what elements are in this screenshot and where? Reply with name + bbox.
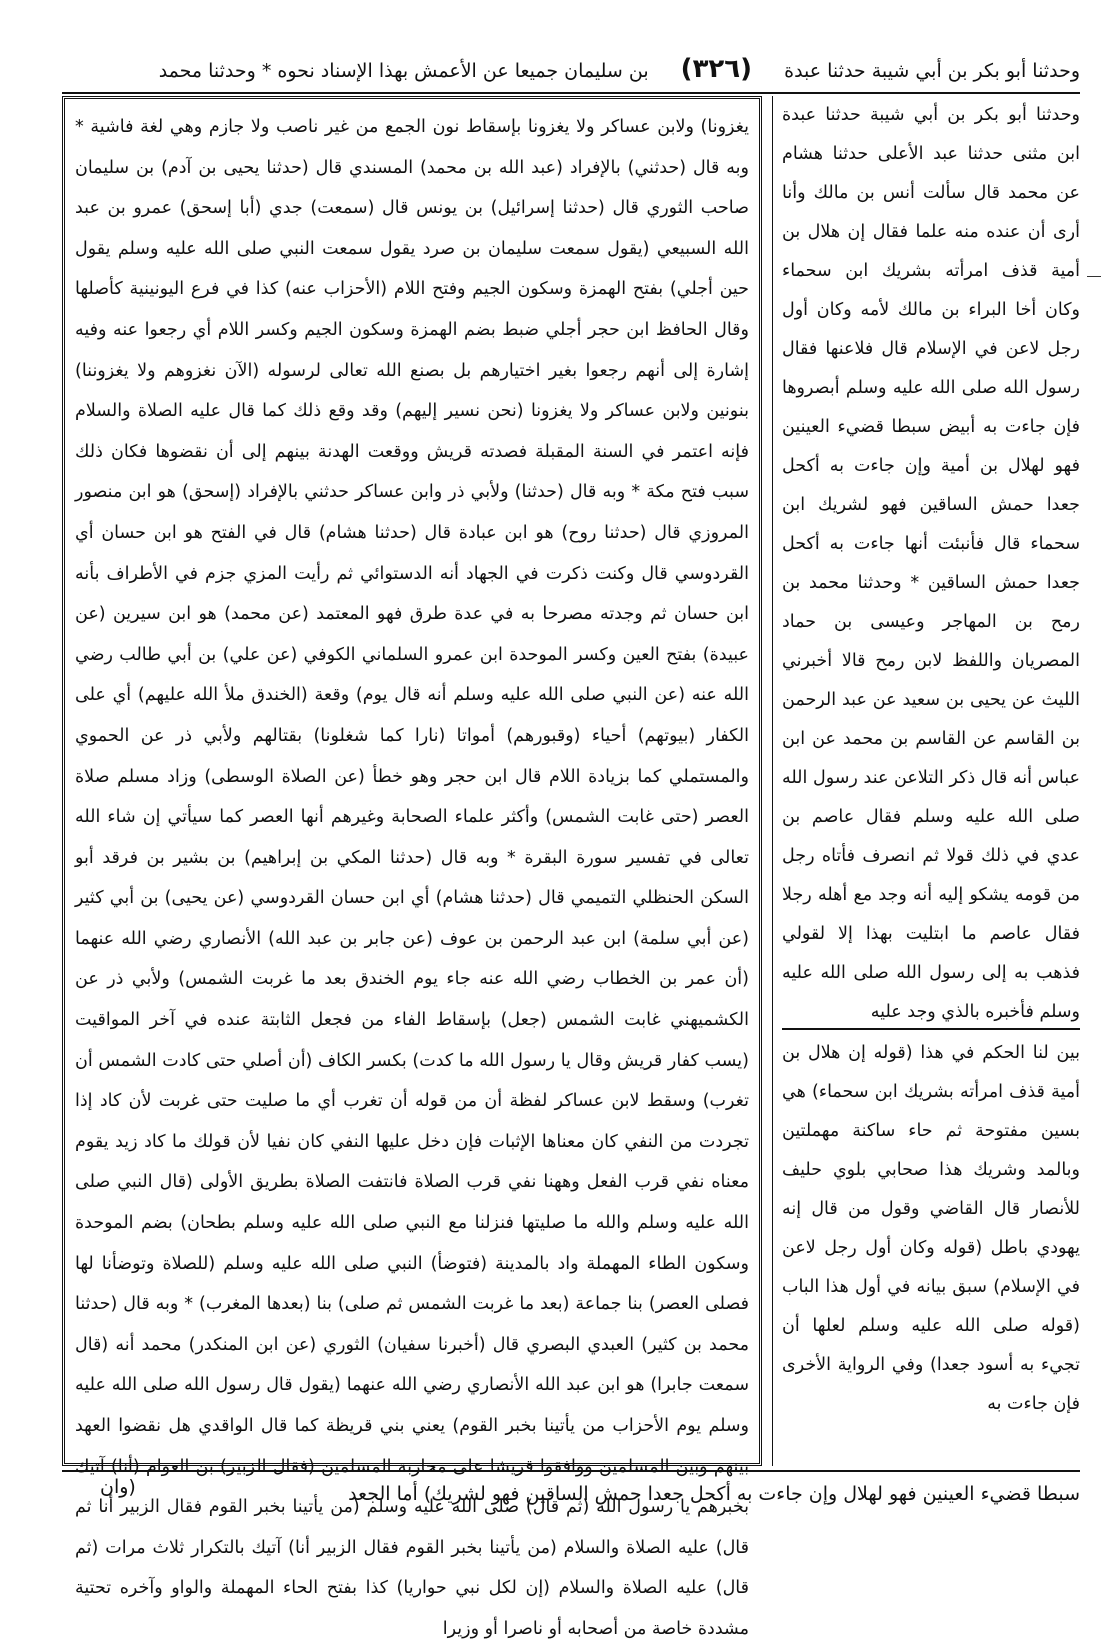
catchword: (وان (100, 1476, 136, 1498)
page-footer (60, 1474, 1080, 1514)
page-header (60, 44, 1080, 94)
column-divider (772, 96, 773, 1466)
commentary-paragraph: يغزونا) ولابن عساكر ولا يغزونا بإسقاط نون الجمع من غير ناصب ولا جازم وهي لغة فاشية * وبه قال (حدثني) بالإفراد (عبد الله بن محمد) المسندي قال (حدثنا يحيى بن آدم) بن سليمان صاحب الثوري قال (حدثنا إسرائيل) بن يونس قال (سمعت) جدي (أبا إسحق) عمرو بن عبد الله السبيعي (يقول سمعت سليمان بن صرد يقول سمعت النبي صلى الله عليه وسلم يقول حين أجلي) بفتح الهمزة وسكون الجيم وفتح اللام (الأحزاب عنه) كذا في فرع اليونينية كأصلها وقال الحافظ ابن حجر أجلي ضبط بضم الهمزة وسكون الجيم وكسر اللام أي رجعوا عنه وفيه إشارة إلى أنهم رجعوا بغير اختيارهم بل بصنع الله تعالى لرسوله (الآن نغزوهم ولا يغزوننا) بنونين ولابن عساكر ولا يغزونا (نحن نسير إليهم) وقد وقع ذلك كما قال عليه الصلاة والسلام فإنه اعتمر في السنة المقبلة فصدته قريش ووقعت الهدنة بينهم إلى أن نقضوها فكان ذلك سبب فتح مكة * وبه قال (حدثنا) ولأبي ذر وابن عساكر حدثني بالإفراد (إسحق) هو ابن منصور المروزي قال (حدثنا روح) هو ابن عبادة قال (حدثنا هشام) قال في الفتح هو ابن حسان أي القردوسي قال وكنت ذكرت في الجهاد أنه الدستوائي ثم رأيت المزي جزم في الأطراف بأنه ابن حسان ثم وجدته مصرحا به في عدة طرق فهو المعتمد (عن محمد) هو ابن سيرين (عن عبيدة) بفتح العين وكسر الموحدة ابن عمرو السلماني الكوفي (عن علي) بن أبي طالب رضي الله عنه (عن النبي صلى الله عليه وسلم أنه قال يوم) وقعة (الخندق ملأ الله عليهم) أي على الكفار (بيوتهم) أحياء (وقبورهم) أمواتا (نارا كما شغلونا) بقتالهم ولأبي ذر عن الحموي والمستملي كما بزيادة اللام قال ابن حجر وهو خطأ (عن الصلاة الوسطى) وزاد مسلم صلاة العصر (حتى غابت الشمس) وأكثر علماء الصحابة وغيرهم أنها العصر كما سيأتي إن شاء الله تعالى في تفسير سورة البقرة * وبه قال (حدثنا المكي بن إبراهيم) بن بشير بن فرقد أبو السكن الحنظلي التميمي قال (حدثنا هشام) أي ابن حسان القردوسي (عن يحيى) بن أبي كثير (عن أبي سلمة) ابن عبد الرحمن بن عوف (عن جابر بن عبد الله) الأنصاري رضي الله عنهما (أن عمر بن الخطاب رضي الله عنه جاء يوم الخندق بعد ما غربت الشمس) ولأبي ذر عن الكشميهني غابت الشمس (جعل) بإسقاط الفاء من فجعل الثابتة عنده في آخر المواقيت (يسب كفار قريش وقال يا رسول الله ما كدت) بكسر الكاف (أن أصلي حتى كادت الشمس أن تغرب) وسقط لابن عساكر لفظة أن من قوله أن تغرب أي ما صليت حتى غربت لأن كاد إذا تجردت من النفي كان معناها الإثبات فإن دخل عليها النفي كان نفيا لأن قولك ما كاد زيد يقوم معناه نفي قرب الفعل وههنا نفي قرب الصلاة فانتفت الصلاة بطريق الأولى (قال النبي صلى الله عليه وسلم والله ما صليتها فنزلنا مع النبي صلى الله عليه وسلم بطحان) بضم الموحدة وسكون الطاء المهملة واد بالمدينة (فتوضأ) النبي صلى الله عليه وسلم (للصلاة وتوضأنا لها فصلى العصر) بنا جماعة (بعد ما غربت الشمس ثم صلى) بنا (بعدها المغرب) * وبه قال (حدثنا محمد بن كثير) العبدي البصري قال (أخبرنا سفيان) الثوري (عن ابن المنكدر) محمد أنه (قال سمعت جابرا) هو ابن عبد الله الأنصاري رضي الله عنهما (يقول قال رسول الله صلى الله عليه وسلم يوم الأحزاب من يأتينا بخبر القوم) يعني بني قريظة كما قال الواقدي هل نقضوا العهد بينهم وبين المسلمين ووافقوا قريشا على محاربة المسلمين (فقال الزبير) بن العوام (أنا) آتيك بخبرهم يا رسول الله (ثم قال) صلى الله عليه وسلم (من يأتينا بخبر القوم فقال الزبير أنا ثم قال) عليه الصلاة والسلام (من يأتينا بخبر القوم فقال الزبير أنا) آتيك بالتكرار ثلاث مرات (ثم قال) عليه الصلاة والسلام (إن لكل نبي حواريا) كذا بفتح الحاء المهملة والواو وآخره تحتية مشددة خاصة من أصحابه أو ناصرا أو وزيرا (75, 117, 749, 1639)
footer-text: سبطا قضيء العينين فهو لهلال وإن جاءت به أكحل جعدا حمش الساقين فهو لشريك) أما الجعد (348, 1483, 1080, 1505)
header-right-text: وحدثنا أبو بكر بن أبي شيبة حدثنا عبدة (784, 60, 1080, 82)
page-number: (٣٢٦) (680, 54, 753, 84)
header-left-text: بن سليمان جميعا عن الأعمش بهذا الإسناد نحوه * وحدثنا محمد (158, 60, 649, 82)
nawawi-commentary-column (782, 1034, 1080, 1466)
hadith-text: وحدثنا أبو بكر بن أبي شيبة حدثنا عبدة ابن مثنى حدثنا عبد الأعلى حدثنا هشام عن محمد قال سألت أنس بن مالك وأنا أرى أن عنده منه علما فقال إن هلال بن أمية قذف امرأته بشريك ابن سحماء وكان أخا البراء بن مالك لأمه وكان أول رجل لاعن في الإسلام قال فلاعنها فقال رسول الله صلى الله عليه وسلم أبصروها فإن جاءت به أبيض سبطا قضيء العينين فهو لهلال بن أمية وإن جاءت به أكحل جعدا حمش الساقين فهو لشريك ابن سحماء قال فأنبئت أنها جاءت به أكحل جعدا حمش الساقين * وحدثنا محمد بن رمح بن المهاجر وعيسى بن حماد المصريان واللفظ لابن رمح قالا أخبرني الليث عن يحيى بن سعيد عن عبد الرحمن بن القاسم عن القاسم بن محمد عن ابن عباس أنه قال ذكر التلاعن عند رسول الله صلى الله عليه وسلم فقال عاصم بن عدي في ذلك قولا ثم انصرف فأتاه رجل من قومه يشكو إليه أنه وجد مع أهله رجلا فقال عاصم ما ابتليت بهذا إلا لقولي فذهب به إلى رسول الله صلى الله عليه وسلم فأخبره بالذي وجد عليه (782, 105, 1080, 1022)
header-divider (62, 92, 1080, 94)
margin-mark (1087, 276, 1101, 277)
side-divider (782, 1028, 1080, 1030)
footer-divider (62, 1470, 1080, 1472)
nawawi-text: بين لنا الحكم في هذا (قوله إن هلال بن أمية قذف امرأته بشريك ابن سحماء) هي بسين مفتوحة ثم حاء ساكنة مهملتين وبالمد وشريك هذا صحابي بلوي حليف للأنصار قال القاضي وقول من قال إنه يهودي باطل (قوله وكان أول رجل لاعن في الإسلام) سبق بيانه في أول هذا الباب (قوله صلى الله عليه وسلم لعلها أن تجيء به أسود جعدا) وفي الرواية الأخرى فإن جاءت به (782, 1043, 1080, 1414)
hadith-text-column (782, 96, 1080, 1024)
